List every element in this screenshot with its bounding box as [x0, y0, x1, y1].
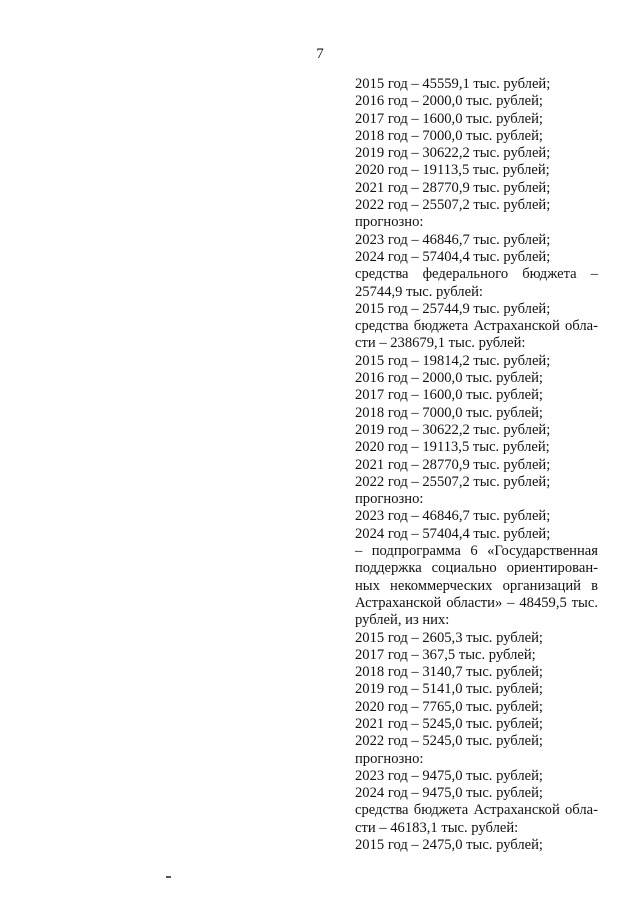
- text-line: Астраханской области» – 48459,5 тыс.: [355, 594, 598, 611]
- text-line: 2021 год – 28770,9 тыс. рублей;: [355, 179, 551, 196]
- text-line: 2016 год – 2000,0 тыс. рублей;: [355, 370, 543, 387]
- text-line: 2020 год – 19113,5 тыс. рублей;: [355, 162, 550, 179]
- text-line: 2024 год – 57404,4 тыс. рублей;: [355, 248, 551, 265]
- text-line: сти – 238679,1 тыс. рублей:: [355, 335, 526, 352]
- text-line: прогнозно:: [355, 491, 424, 508]
- text-line: 2016 год – 2000,0 тыс. рублей;: [355, 93, 543, 110]
- text-line: 2022 год – 25507,2 тыс. рублей;: [355, 197, 551, 214]
- scan-mark: [166, 876, 171, 878]
- text-line: 2024 год – 9475,0 тыс. рублей;: [355, 785, 543, 802]
- text-line: 2018 год – 7000,0 тыс. рублей;: [355, 127, 543, 144]
- text-line: 2024 год – 57404,4 тыс. рублей;: [355, 525, 551, 542]
- text-line: 2015 год – 2475,0 тыс. рублей;: [355, 837, 543, 854]
- text-line: 2022 год – 25507,2 тыс. рублей;: [355, 473, 551, 490]
- text-line: 2015 год – 45559,1 тыс. рублей;: [355, 76, 551, 92]
- text-line: 2015 год – 19814,2 тыс. рублей;: [355, 352, 551, 369]
- text-line: 2022 год – 5245,0 тыс. рублей;: [355, 733, 543, 750]
- text-line: рублей, из них:: [355, 612, 450, 629]
- text-line: сти – 46183,1 тыс. рублей:: [355, 819, 519, 836]
- text-line: прогнозно:: [355, 214, 424, 231]
- text-line: 2017 год – 367,5 тыс. рублей;: [355, 646, 536, 663]
- text-line: 2021 год – 28770,9 тыс. рублей;: [355, 456, 551, 473]
- text-line: 2019 год – 30622,2 тыс. рублей;: [355, 421, 551, 438]
- text-line: 25744,9 тыс. рублей:: [355, 283, 483, 300]
- text-line: 2015 год – 2605,3 тыс. рублей;: [355, 629, 543, 646]
- text-line: 2020 год – 19113,5 тыс. рублей;: [355, 439, 550, 456]
- text-line: средства федерального бюджета –: [355, 266, 598, 283]
- page-number: 7: [316, 46, 324, 62]
- text-line: 2023 год – 46846,7 тыс. рублей;: [355, 508, 551, 525]
- text-line: 2019 год – 5141,0 тыс. рублей;: [355, 681, 543, 698]
- budget-text-column: [355, 76, 598, 854]
- text-line: 2020 год – 7765,0 тыс. рублей;: [355, 698, 543, 715]
- text-line: 2015 год – 25744,9 тыс. рублей;: [355, 300, 551, 317]
- text-line: средства бюджета Астраханской обла-: [355, 802, 598, 819]
- text-line: 2017 год – 1600,0 тыс. рублей;: [355, 110, 543, 127]
- text-line: 2018 год – 3140,7 тыс. рублей;: [355, 664, 543, 681]
- text-line: 2017 год – 1600,0 тыс. рублей;: [355, 387, 543, 404]
- text-line: 2018 год – 7000,0 тыс. рублей;: [355, 404, 543, 421]
- text-line: средства бюджета Астраханской обла-: [355, 318, 598, 335]
- text-line: – подпрограмма 6 «Государственная: [355, 543, 598, 560]
- text-line: 2023 год – 46846,7 тыс. рублей;: [355, 231, 551, 248]
- text-line: поддержка социально ориентирован-: [355, 560, 598, 577]
- text-line: 2023 год – 9475,0 тыс. рублей;: [355, 767, 543, 784]
- text-line: 2019 год – 30622,2 тыс. рублей;: [355, 145, 551, 162]
- text-line: 2021 год – 5245,0 тыс. рублей;: [355, 715, 543, 732]
- text-line: прогнозно:: [355, 750, 424, 767]
- text-line: ных некоммерческих организаций в: [355, 577, 598, 594]
